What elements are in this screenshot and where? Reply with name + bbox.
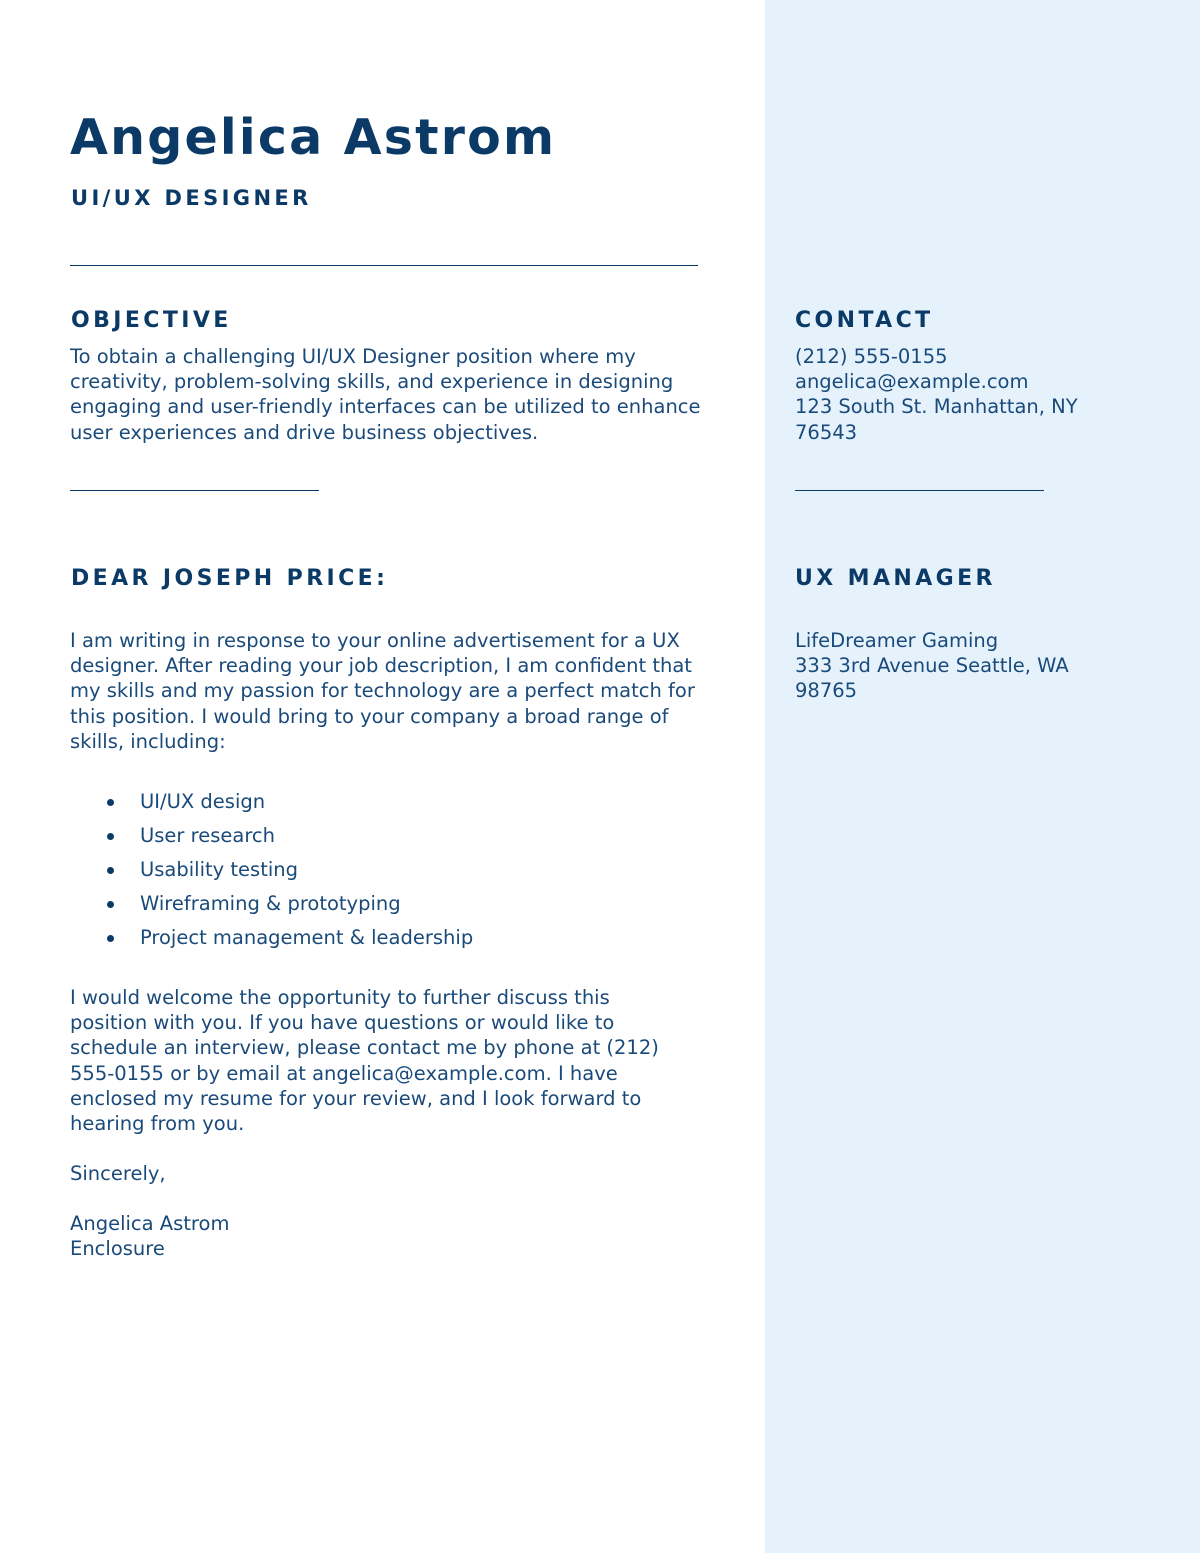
skill-label: Wireframing & prototyping	[140, 892, 401, 915]
skill-label: UI/UX design	[140, 790, 266, 813]
bullet-icon	[107, 799, 114, 806]
contact-heading: CONTACT	[795, 308, 934, 333]
recipient-details	[795, 628, 1125, 704]
applicant-name: Angelica Astrom	[70, 109, 557, 166]
objective-text: To obtain a challenging UI/UX Designer position where my creativity, problem-solving skills, and experience in designing engaging and user-friendly interfaces can be utilized to enhance user experiences and drive business objectives.	[70, 345, 701, 444]
letter-paragraph-intro: I am writing in response to your online advertisement for a UX designer. After reading your job description, I am confident that my skills and my passion for technology are a perfect match for this position. I would bring to your company a broad range of skills, including:	[70, 629, 695, 753]
bullet-icon	[107, 935, 114, 942]
header-divider	[70, 265, 698, 266]
letter-salutation: DEAR JOSEPH PRICE:	[71, 566, 389, 591]
letter-closing: Sincerely,	[70, 1162, 166, 1185]
recipient-company: LifeDreamer Gaming	[795, 629, 999, 652]
contact-email: angelica@example.com	[795, 370, 1029, 394]
contact-address-line1: 123 South St. Manhattan, NY	[795, 395, 1078, 419]
contact-phone: (212) 555-0155	[795, 345, 948, 368]
signature-block	[70, 1211, 229, 1261]
skill-label: Usability testing	[140, 858, 298, 881]
skill-label: User research	[140, 824, 276, 847]
recipient-address-line1: 333 3rd Avenue Seattle, WA	[795, 654, 1069, 678]
skill-item	[70, 855, 473, 889]
contact-details	[795, 344, 1125, 445]
bullet-icon	[107, 901, 114, 908]
recipient-address-line2: 98765	[795, 679, 858, 703]
objective-divider	[70, 490, 319, 491]
skill-item	[70, 821, 473, 855]
objective-heading: OBJECTIVE	[71, 308, 232, 333]
skill-label: Project management & leadership	[140, 926, 474, 949]
skill-item	[70, 889, 473, 923]
applicant-job-title: UI/UX DESIGNER	[71, 186, 312, 210]
contact-divider	[795, 490, 1044, 491]
bullet-icon	[107, 867, 114, 874]
enclosure-note: Enclosure	[70, 1237, 165, 1261]
contact-address-line2: 76543	[795, 420, 858, 444]
letter-paragraph-closing: I would welcome the opportunity to further discuss this position with you. If you have questions or would like to schedule an interview, please contact me by phone at (212) 555-0155 or by email at angelica@example.com. I have enclosed my resume for your review, and I look forward to hearing from you.	[70, 986, 659, 1136]
skill-item	[70, 923, 473, 957]
recipient-heading: UX MANAGER	[795, 566, 996, 591]
signature-name: Angelica Astrom	[70, 1212, 230, 1235]
skills-list	[70, 787, 473, 957]
bullet-icon	[107, 833, 114, 840]
skill-item	[70, 787, 473, 821]
contact-side-panel	[765, 0, 1200, 1553]
